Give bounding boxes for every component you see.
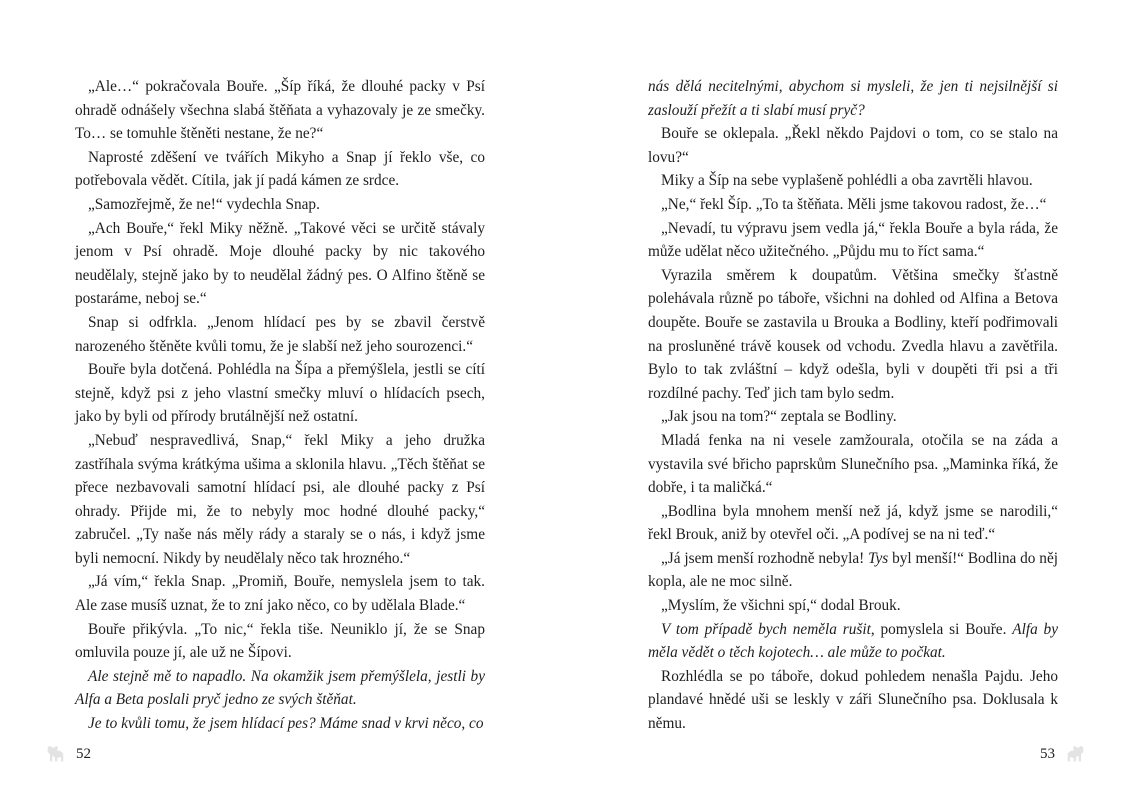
dog-icon xyxy=(44,743,66,765)
narration-text: , pomyslela si Bouře. xyxy=(870,620,1013,638)
paragraph: Miky a Šíp na sebe vyplašeně pohlédli a oba zavrtěli hlavou. xyxy=(661,172,1033,190)
italic-thought-paragraph: Ale stejně mě to napadlo. Na okamžik jsem přemýšlela, jestli by Alfa a Beta poslali pryč jedno ze svých štěňat. xyxy=(75,667,485,709)
dialogue-text: „Já jsem menší rozhodně nebyla! xyxy=(661,549,869,567)
italic-thought-paragraph: Je to kvůli tomu, že jsem hlídací pes? Máme snad v krvi něco, co xyxy=(88,715,484,733)
italic-thought-paragraph: nás dělá necitelnými, abychom si mysleli, že jen ti nejsilnější si zaslouží přežít a ti slabí musí pryč? xyxy=(648,78,1058,119)
dialogue-text: byl menší!“ Bodlina do něj kopla, ale ne moc silně. xyxy=(648,549,1058,591)
page-number: 52 xyxy=(76,746,91,762)
emphasis-text: Tys xyxy=(868,549,889,567)
paragraph: Vyrazila směrem k doupatům. Většina smečky šťastně polehávala různě po táboře, všichni na dohled od Alfina a Betova doupěte. Bouře se zastavila u Brouka a Bodliny, kteří podřimovali na prosluněné trávě kousek od vchodu. Zvedla hlavu a zavětřila. Bylo to tak zvláštní – když odešla, byli v doupěti tři psi a tři rozdílné pachy. Teď jich tam bylo sedm. xyxy=(648,266,1058,402)
paragraph: „Nevadí, tu výpravu jsem vedla já,“ řekla Bouře a byla ráda, že může udělat něco užitečného. „Půjdu mu to říct sama.“ xyxy=(648,219,1058,261)
paragraph: Bouře byla dotčená. Pohlédla na Šípa a přemýšlela, jestli se cítí stejně, když psi z jeho vlastní smečky mluví o hlídacích psech, jako by byli od přírody brutálnější než ostatní. xyxy=(75,361,485,426)
paragraph: „Ne,“ řekl Šíp. „To ta štěňata. Měli jsme takovou radost, že…“ xyxy=(661,195,1047,213)
paragraph: „Myslím, že všichni spí,“ dodal Brouk. xyxy=(661,597,901,615)
paragraph: Snap si odfrkla. „Jenom hlídací pes by se zbavil čerstvě narozeného štěněte kvůli tomu, že je slabší než jeho sourozenci.“ xyxy=(75,313,485,355)
page-number: 53 xyxy=(1040,746,1055,762)
right-page xyxy=(648,75,1058,736)
right-folio xyxy=(1040,743,1087,765)
thought-text: Alfa by měla vědět o těch kojotech… ale může to počkat. xyxy=(648,620,1058,662)
paragraph: „Bodlina byla mnohem menší než já, když jsme se narodili,“ řekl Brouk, aniž by otevřel oči. „A podívej se na ni teď.“ xyxy=(648,502,1058,544)
paragraph: Rozhlédla se po táboře, dokud pohledem nenašla Pajdu. Jeho plandavé hnědé uši se leskly v záři Slunečního psa. Doklusala k němu. xyxy=(648,667,1058,733)
paragraph xyxy=(648,547,1058,594)
paragraph xyxy=(648,618,1058,665)
paragraph: „Ach Bouře,“ řekl Miky něžně. „Takové věci se určitě stávaly jenom v Psí ohradě. Moje dlouhé packy by nic takového neudělaly, stejně jako by to neudělal žádný pes. O Alfino štěně se postaráme, neboj se.“ xyxy=(75,219,485,308)
paragraph: „Já vím,“ řekla Snap. „Promiň, Bouře, nemyslela jsem to tak. Ale zase musíš uznat, že to zní jako něco, co by udělala Blade.“ xyxy=(75,573,485,615)
paragraph: Bouře se oklepala. „Řekl někdo Pajdovi o tom, co se stalo na lovu?“ xyxy=(648,125,1058,166)
thought-text: V tom případě bych neměla rušit xyxy=(661,620,871,638)
paragraph: „Samozřejmě, že ne!“ vydechla Snap. xyxy=(88,195,320,213)
dog-icon xyxy=(1065,743,1087,765)
paragraph: „Jak jsou na tom?“ zeptala se Bodliny. xyxy=(661,408,897,426)
paragraph: „Ale…“ pokračovala Bouře. „Šíp říká, že dlouhé packy v Psí ohradě odnášely všechna slabá štěňata a vyhazovaly je ze smečky. To… se tomuhle štěněti nestane, že ne?“ xyxy=(75,78,485,143)
paragraph: „Nebuď nespravedlivá, Snap,“ řekl Miky a jeho družka zastříhala svýma krátkýma ušima a sklonila hlavu. „Těch štěňat se přece nezbavovali samotní hlídací psi, ale dlouhé packy z Psí ohrady. Přijde mi, že to nebyly moc hodné dlouhé packy,“ zabručel. „Ty naše nás měly rády a staraly se o nás, i když jsme byli nemocní. Nikdy by neudělaly něco tak hrozného.“ xyxy=(75,431,485,567)
paragraph: Bouře přikývla. „To nic,“ řekla tiše. Neuniklo jí, že se Snap omluvila pouze jí, ale už ne Šípovi. xyxy=(75,620,485,662)
left-folio xyxy=(44,743,91,765)
paragraph: Mladá fenka na ni vesele zamžourala, otočila se na záda a vystavila své břicho paprskům Slunečního psa. „Maminka říká, že dobře, i ta maličká.“ xyxy=(648,431,1058,497)
left-page xyxy=(75,75,485,736)
paragraph: Naprosté zděšení ve tvářích Mikyho a Snap jí řeklo vše, co potřebovala vědět. Cítila, jak jí padá kámen ze srdce. xyxy=(75,148,485,190)
